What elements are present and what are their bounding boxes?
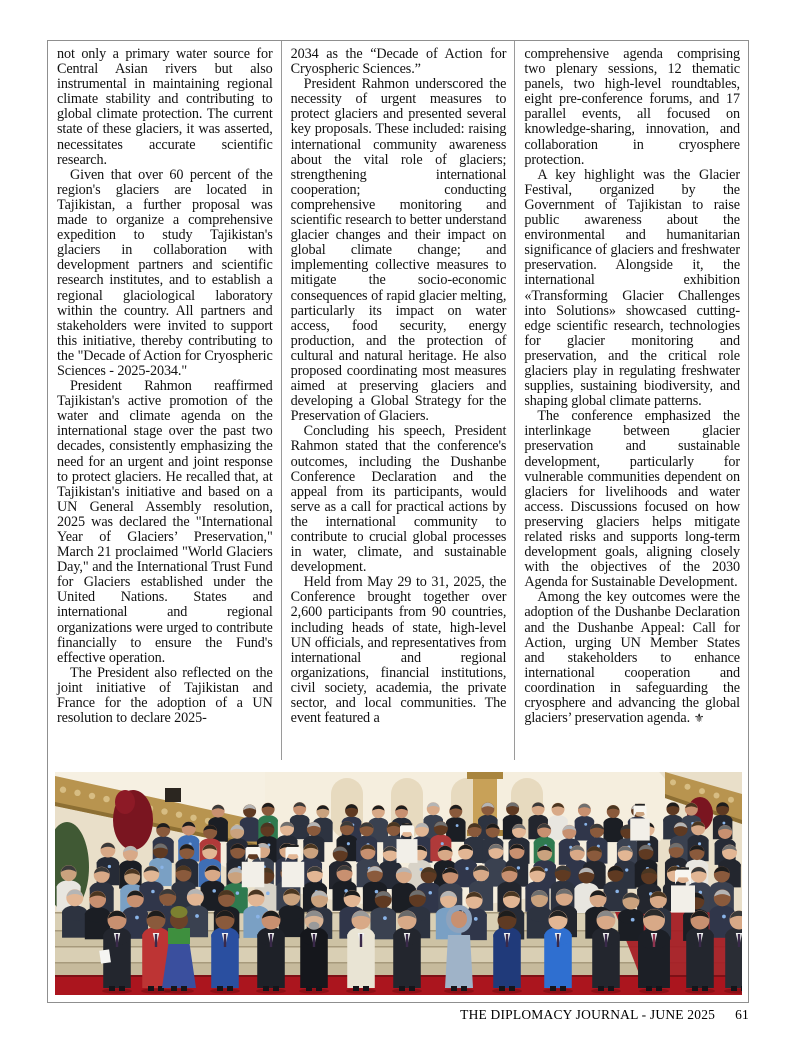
photo-front-row-person xyxy=(444,908,474,994)
article-column-3 xyxy=(514,41,748,760)
article-columns xyxy=(48,41,748,760)
article-paragraph: The President also reflected on the joint initiative of Tajikistan and France for the adoption of a UN resolution to declare 2025- xyxy=(57,664,273,727)
journal-title: THE DIPLOMACY JOURNAL - JUNE 2025 xyxy=(460,1007,716,1022)
article-paragraph: President Rahmon underscored the necessity of urgent measures to protect glaciers and presented several key proposals. These included: raising international community awareness about the vital role of glaciers; strengthening international cooperation; conducting comprehensive monitoring and scientific research to better understand glacier changes and their impact on global climate change; and implementing collective measures to mitigate the socio-economic consequences of rapid glacier melting, particularly its impact on water access, food security, energy production, and the protection of cultural and natural heritage. He also proposed coordinating most measures aimed at preserving glaciers and developing a Global Strategy for the Preservation of Glaciers. xyxy=(290,76,507,425)
page-number: 61 xyxy=(735,1007,749,1022)
article-paragraph: President Rahmon reaffirmed Tajikistan's active promotion of the water and climate agenda on the international stage over the past two decades, consistently emphasizing the need for an urgent and joint response to protect glaciers. He recalled that, at Tajikistan's initiative and based on a UN General Assembly resolution, 2025 was declared the "International Year of Glaciers’ Preservation," March 21 proclaimed "World Glaciers Day," and the International Trust Fund for Glaciers established under the United Nations. States and international and regional organizations were urged to contribute financially to ensure the Fund's effective operation. xyxy=(57,378,273,666)
article-paragraph: Given that over 60 percent of the region's glaciers are located in Tajikistan, a further proposal was made to organize a comprehensive expedition to study Tajikistan's glaciers in collaboration with development partners and scientific research institutes, and to establish a regional glaciological laboratory within the country. All partners and stakeholders were invited to support this initiative, thereby contributing to the "Decade of Action for Cryospheric Sciences - 2025-2034." xyxy=(57,166,273,379)
article-paragraph: Among the key outcomes were the adoption of the Dushanbe Declaration and the Dushanbe Appeal: Call for Action, urging UN Member States and stakeholders to enhance international cooperation and coordination in safeguarding the cryosphere and advancing the global glaciers’ preservation agenda. ⚜ xyxy=(524,589,741,727)
article-paragraph: 2034 as the “Decade of Action for Cryospheric Sciences.” xyxy=(290,46,507,78)
conference-group-photo xyxy=(55,772,742,995)
article-column-2 xyxy=(281,41,515,760)
article-paragraph: Held from May 29 to 31, 2025, the Conference brought together over 2,600 participants from 90 countries, including heads of state, high-level UN officials, and representatives from international and regional organizations, financial institutions, civil society, academia, the private sector, and local communities. The event featured a xyxy=(290,574,507,727)
article-end-mark-icon: ⚜ xyxy=(690,711,705,726)
article-paragraph: not only a primary water source for Central Asian rivers but also instrumental in maintaining regional climate stability and contributing to global climate protection. The current state of these glaciers, it was asserted, necessitates accurate scientific research. xyxy=(57,46,273,168)
page-border-box xyxy=(47,40,749,1003)
article-paragraph: The conference emphasized the interlinkage between glacier preservation and sustainable development, particularly for vulnerable communities dependent on glaciers for livelihoods and water access. Discussions focused on how preserving glaciers helps mitigate related risks and supports long-term development goals, aligning closely with the objectives of the 2030 Agenda for Sustainable Development. xyxy=(524,408,741,591)
article-paragraph: comprehensive agenda comprising two plenary sessions, 12 thematic panels, two high-level roundtables, eight pre-conference forums, and 17 parallel events, all focused on knowledge-sharing, innovation, and collaboration in cryosphere protection. xyxy=(524,46,741,168)
photo-camera xyxy=(165,788,181,802)
article-paragraph: Concluding his speech, President Rahmon stated that the conference's outcomes, including the Dushanbe Conference Declaration and the appeal from its participants, would serve as a call for practical actions by the international community to contribute to crucial global processes in water, climate, and sustainable development. xyxy=(290,423,507,576)
article-column-1 xyxy=(48,41,281,760)
article-paragraph: A key highlight was the Glacier Festival, organized by the Government of Tajikistan to raise public awareness about the environmental and humanitarian significance of glaciers and freshwater preservation. Alongside it, the international exhibition «Transforming Glacier Challenges into Solutions» showcased cutting-edge scientific research, technologies for glacier monitoring and preservation, and the critical role glaciers play in regulating freshwater supplies, sustaining biodiversity, and shaping global climate patterns. xyxy=(524,166,741,410)
page-footer xyxy=(460,1007,749,1023)
